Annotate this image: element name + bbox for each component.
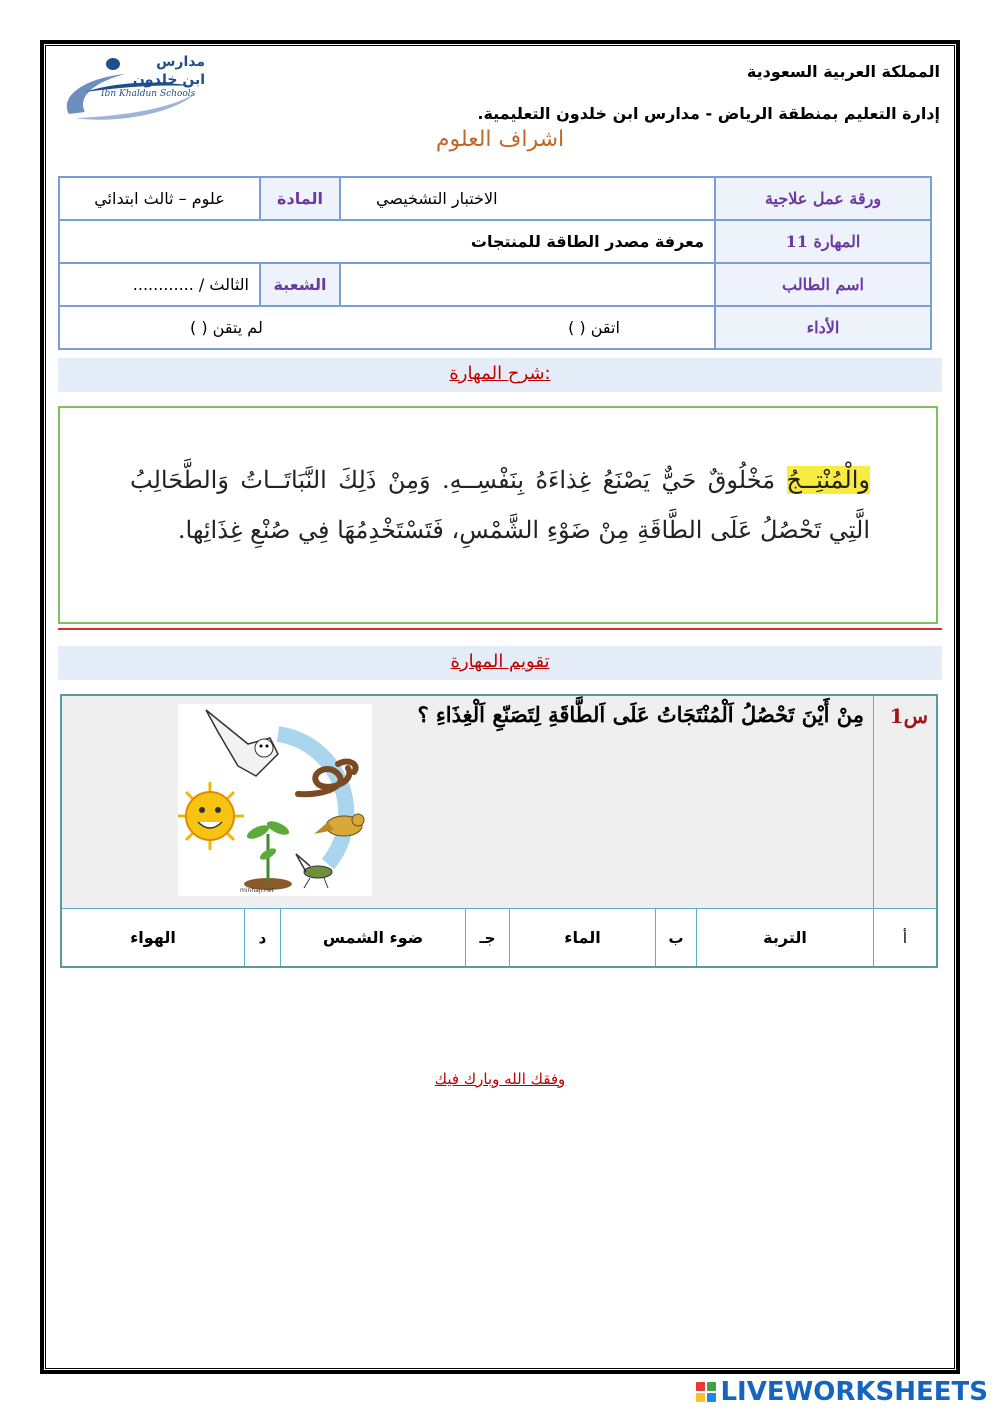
section-value[interactable]: الثالث / ............ <box>59 263 260 306</box>
student-name-label: اسم الطالب <box>715 263 931 306</box>
option-sunlight[interactable]: ضوء الشمس <box>280 909 465 966</box>
skill-explanation-heading: شرح المهارة: <box>58 358 942 392</box>
highlighted-term: والْمُنْتِــجُ <box>786 466 870 494</box>
image-caption: minhaji.net <box>240 887 274 894</box>
explanation-text <box>130 455 870 555</box>
student-name-field[interactable] <box>340 263 715 306</box>
subject-label: المادة <box>260 177 340 220</box>
mastered-option[interactable]: اتقن ( ) <box>568 318 620 337</box>
worksheet-label: ورقة عمل علاجية <box>715 177 931 220</box>
kingdom-title: المملكة العربية السعودية <box>746 62 940 81</box>
explanation-body: مَخْلُوقٌ حَيٌّ يَصْنَعُ غِذاءَهُ بِنَفْسِــهِ. وَمِنْ ذَلِكَ النَّبَاتَــاتُ وَالطَّحَالِبُ الَّتِي تَحْصُلُ عَلَى الطَّاقَةِ مِنْ ضَوْءِ الشَّمْسِ، فَتَسْتَخْدِمُهَا فِي صُنْعِ غِذَائِها. <box>130 466 870 544</box>
question-text: مِنْ أَيْنَ تَحْصُلُ اَلْمُنْتَجَاتُ عَلَى اَلطَّاقَةِ لِتَصَنّعِ اَلْغِذَاءِ ؟ <box>417 702 864 727</box>
logo-arabic-2: ابن خلدون <box>132 72 205 88</box>
liveworksheets-brand: LIVEWORKSHEETS <box>720 1377 988 1407</box>
sun-icon <box>178 782 244 850</box>
not-mastered-option[interactable]: لم يتقن ( ) <box>190 318 263 337</box>
skill-value: معرفة مصدر الطاقة للمنتجات <box>59 220 715 263</box>
question-box <box>60 694 938 968</box>
option-letter-d: د <box>244 909 280 966</box>
logo-arabic-1: مدارس <box>156 54 205 70</box>
supervision-title: اشراف العلوم <box>435 127 565 152</box>
performance-cell <box>59 306 715 349</box>
liveworksheets-logo <box>696 1378 988 1406</box>
owl-icon <box>206 710 278 776</box>
skill-label: المهارة 11 <box>715 220 931 263</box>
liveworksheets-grid-icon <box>696 1382 716 1402</box>
blessing-text: وفقك الله وبارك فيك <box>434 1070 566 1088</box>
divider <box>58 628 942 630</box>
option-water[interactable]: الماء <box>509 909 655 966</box>
plant-icon <box>244 818 292 890</box>
option-letter-a: أ <box>873 909 936 966</box>
bird-icon <box>314 814 364 836</box>
answer-options <box>62 908 936 966</box>
subject-value: علوم – ثالث ابتدائي <box>59 177 260 220</box>
option-letter-b: ب <box>655 909 696 966</box>
option-letter-c: جـ <box>465 909 509 966</box>
food-chain-image <box>178 704 372 896</box>
info-table <box>58 176 932 350</box>
question-number: س1 <box>889 704 928 728</box>
section-label: الشعبة <box>260 263 340 306</box>
school-logo <box>55 52 215 124</box>
test-type: الاختبار التشخيصي <box>340 177 715 220</box>
performance-label: الأداء <box>715 306 931 349</box>
administration-title: إدارة التعليم بمنطقة الرياض - مدارس ابن خلدون التعليمية. <box>477 104 940 123</box>
option-soil[interactable]: التربة <box>696 909 873 966</box>
logo-english: Ibn Khaldun Schools <box>101 89 196 99</box>
option-air[interactable]: الهواء <box>130 928 176 947</box>
question-number-column <box>873 696 936 908</box>
skill-evaluation-heading: تقويم المهارة <box>58 646 942 680</box>
